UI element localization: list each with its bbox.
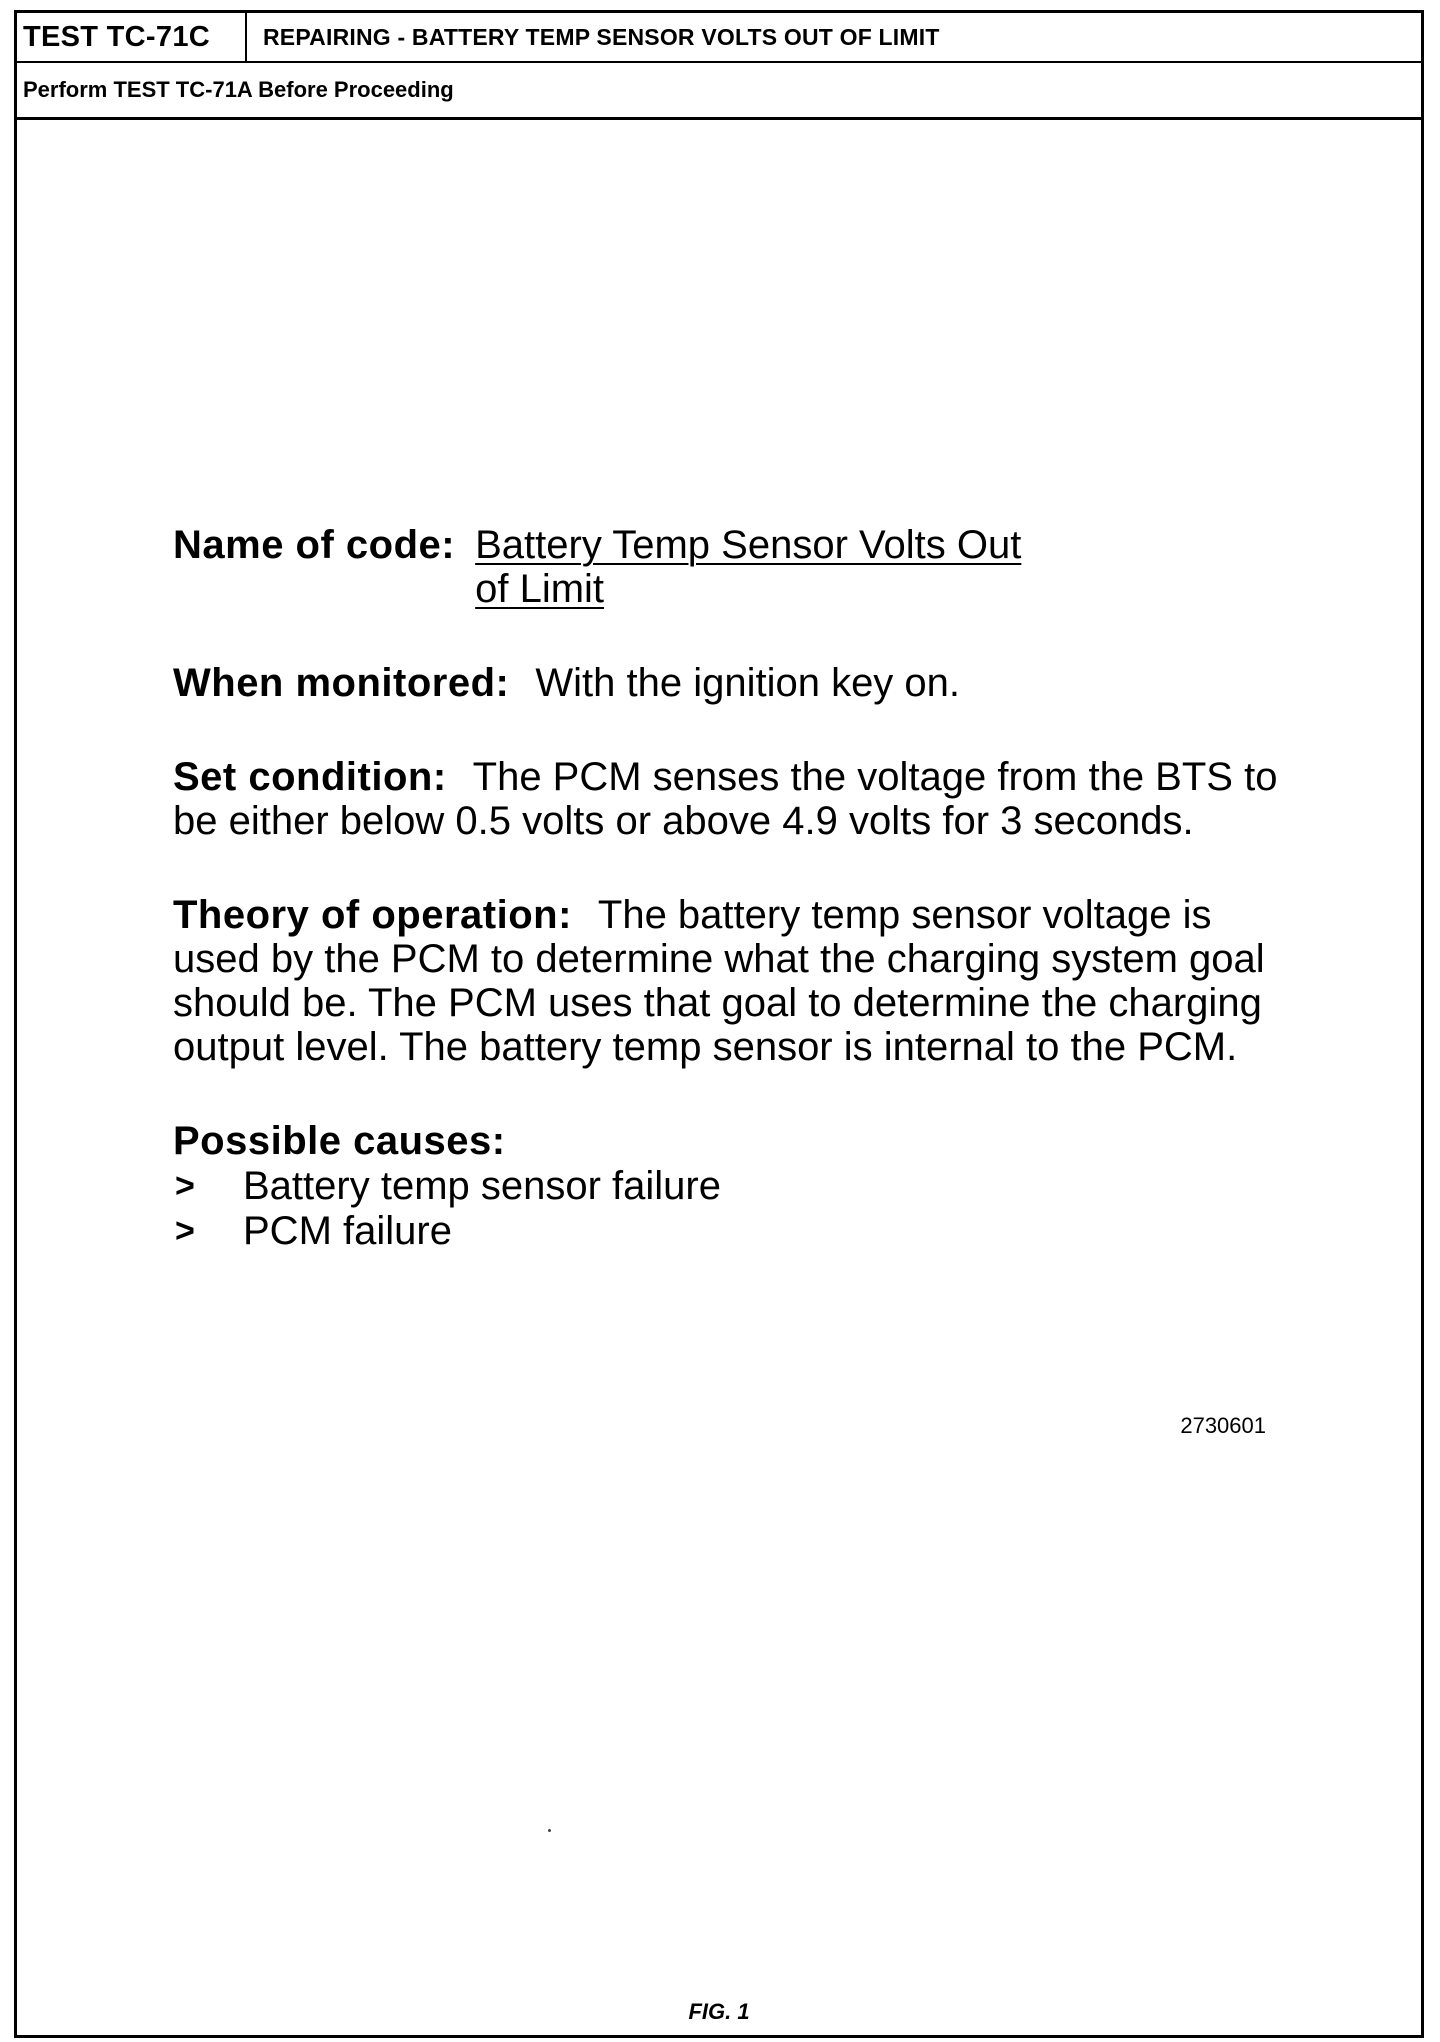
- header-title: REPAIRING - BATTERY TEMP SENSOR VOLTS OUT OF LIMIT: [263, 23, 940, 50]
- name-of-code-section: [173, 523, 1283, 611]
- set-condition-value: The PCM senses the voltage from the BTS to be either below 0.5 volts or above 4.9 volts for 3 seconds.: [173, 755, 1278, 843]
- theory-of-operation-section: [173, 893, 1283, 1069]
- when-monitored-value: With the ignition key on.: [535, 661, 961, 705]
- theory-of-operation-value: The battery temp sensor voltage is used by the PCM to determine what the charging system goal should be. The PCM uses that goal to determine the charging output level. The battery temp sensor is internal to the PCM.: [173, 893, 1265, 1069]
- subheader-row: Perform TEST TC-71A Before Proceeding: [17, 63, 1421, 120]
- figure-number: 2730601: [1180, 1413, 1266, 1438]
- name-of-code-value-line1: Battery Temp Sensor Volts Out: [475, 523, 1022, 567]
- name-of-code-value-line2: of Limit: [475, 567, 605, 611]
- list-item: [173, 1208, 1283, 1253]
- page-frame: [14, 10, 1424, 2038]
- test-id: TEST TC-71C: [17, 13, 247, 61]
- scan-speck: [548, 1829, 551, 1832]
- list-item: [173, 1163, 1283, 1208]
- cause-text: PCM failure: [243, 1208, 452, 1253]
- when-monitored-section: [173, 661, 1283, 705]
- when-monitored-label: When monitored:: [173, 661, 510, 705]
- bullet-arrow-icon: >: [175, 1211, 195, 1250]
- set-condition-label: Set condition:: [173, 755, 447, 799]
- theory-of-operation-label: Theory of operation:: [173, 893, 572, 937]
- name-of-code-value: [475, 523, 1095, 611]
- cause-text: Battery temp sensor failure: [243, 1163, 721, 1208]
- bullet-arrow-icon: >: [175, 1166, 195, 1205]
- figure-label: FIG. 1: [688, 1999, 750, 2024]
- set-condition-section: [173, 755, 1283, 843]
- possible-causes-label: Possible causes:: [173, 1119, 506, 1163]
- name-of-code-label: Name of code:: [173, 523, 456, 567]
- content-body: [173, 523, 1283, 1253]
- header-row: [17, 13, 1421, 63]
